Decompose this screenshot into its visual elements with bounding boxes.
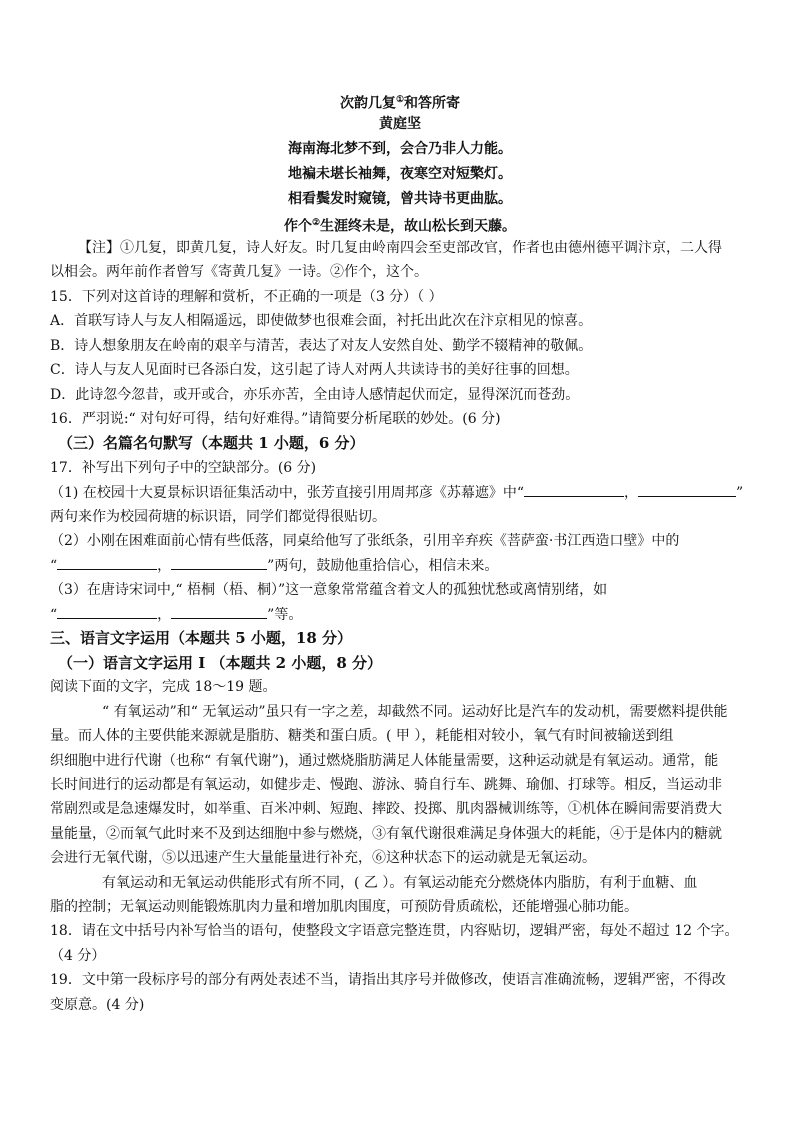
- part-3-heading: 三、语言文字运用（本题共 5 小题，18 分）: [50, 629, 352, 647]
- poem-title-footnote-mark: ①: [395, 95, 405, 105]
- q17-part-3-line-2: [50, 604, 302, 625]
- poem-line-4-text: 作个: [283, 218, 312, 235]
- passage-intro: 阅读下面的文字，完成 18～19 题。: [50, 679, 277, 695]
- q15-option-c: C．诗人与友人见面时已各添白发，这引起了诗人对两人共读诗书的美好往事的回想。: [50, 362, 579, 378]
- q17-blank-2[interactable]: [638, 482, 736, 497]
- passage-line-8: 有氧运动和无氧运动供能形式有所不同，( 乙 ）。有氧运动能充分燃烧体内脂肪，有利于血糖、血: [102, 875, 698, 891]
- poem-title-text: 次韵几复: [339, 95, 396, 112]
- passage-line-2: 量。而人体的主要供能来源就是脂肪、糖类和蛋白质。( 甲 ），耗能相对较小，氧气有时间被输送到组: [50, 728, 674, 744]
- poem-line-4-footnote-mark: ②: [311, 218, 321, 228]
- q17-blank-4[interactable]: [171, 555, 267, 570]
- q17-part-3-start: “: [50, 607, 58, 623]
- passage-line-4: 长时间进行的运动都是有氧运动，如健步走、慢跑、游泳、骑自行车、跳舞、瑜伽、打球等。相反，当运动非: [50, 777, 722, 793]
- poem-note-line-2: 以相会。两年前作者曾写《寄黄几复》一诗。②作个，这个。: [50, 264, 428, 280]
- poem-title: [0, 90, 800, 114]
- q18-line-2: （4 分）: [50, 948, 106, 964]
- q17-blank-5[interactable]: [57, 604, 157, 619]
- section-3-3-heading: （三）名篇名句默写（本题共 1 小题，6 分）: [58, 434, 365, 452]
- part-3-1-heading: （一）语言文字运用 I （本题共 2 小题，8 分）: [58, 654, 383, 672]
- q18-line-1: 18．请在文中括号内补写恰当的语句，使整段文字语意完整连贯，内容贴切，逻辑严密，每处不超过 12 个字。: [50, 923, 739, 939]
- q17-part-2: （2）小刚在困难面前心情有些低落，同桌给他写了张纸条，引用辛弃疾《菩萨蛮·书江西造口壁》中的: [50, 533, 680, 549]
- q15-stem: 15．下列对这首诗的理解和赏析，不正确的一项是（3 分）（ ）: [50, 289, 443, 305]
- poem-line-1: 海南海北梦不到，会合乃非人力能。: [288, 141, 512, 157]
- q17-blank-6[interactable]: [171, 604, 267, 619]
- poem-line-3: 相看鬓发时窥镜，曾共诗书更曲肱。: [288, 191, 512, 207]
- passage-line-5: 常剧烈或是急速爆发时，如举重、百米冲刺、短跑、摔跤、投掷、肌肉器械训练等，①机体在瞬间需要消费大: [50, 801, 722, 817]
- q17-part-2-line-2: [50, 555, 498, 576]
- q17-part-2-start: “: [50, 558, 58, 574]
- q15-option-d: D．此诗忽今忽昔，或开或合，亦乐亦苦，全由诗人感情起伏而定，显得深沉而苍劲。: [50, 387, 580, 403]
- q17-part-2-sep: ，: [157, 558, 172, 574]
- q17-part-2-end: ”两句，鼓励他重拾信心，相信未来。: [267, 558, 499, 574]
- q17-part-3-end: ”等。: [267, 607, 303, 623]
- q17-part-1-line-2: 两句来作为校园荷塘的标识语，同学们都觉得很贴切。: [50, 509, 386, 525]
- passage-line-6: 量能量，②而氧气此时来不及到达细胞中参与燃烧，③有氧代谢很难满足身体强大的耗能，④于是体内的糖就: [50, 826, 722, 842]
- q17-blank-3[interactable]: [57, 555, 157, 570]
- q19-line-2: 变原意。(4 分): [50, 997, 145, 1013]
- q15-option-b: B．诗人想象朋友在岭南的艰辛与清苦，表达了对友人安然自处、勤学不辍精神的敬佩。: [50, 338, 593, 354]
- q17-part-1-sep: ，: [623, 485, 638, 501]
- q15-option-a: A．首联写诗人与友人相隔遥远，即使做梦也很难会面，衬托出此次在汴京相见的惊喜。: [50, 313, 593, 329]
- passage-line-1: “ 有氧运动”和“ 无氧运动”虽只有一字之差，却截然不同。运动好比是汽车的发动机，需要燃料提供能: [102, 704, 728, 720]
- q17-part-1-end: ”: [735, 485, 744, 501]
- q17-stem: 17．补写出下列句子中的空缺部分。(6 分): [50, 460, 317, 476]
- q19-line-1: 19．文中第一段标序号的部分有两处表述不当，请指出其序号并做修改，使语言准确流畅，逻辑严密，不得改: [50, 972, 726, 988]
- q16-text: 16．严羽说:“ 对句好可得，结句好难得。”请简要分析尾联的妙处。(6 分): [50, 411, 501, 427]
- q17-part-3-sep: ，: [157, 607, 172, 623]
- passage-line-7: 会进行无氧代谢，⑤以迅速产生大量能量进行补充，⑥这种状态下的运动就是无氧运动。: [50, 850, 596, 866]
- poem-title-text-2: 和答所寄: [404, 95, 461, 112]
- poem-line-2: 地褊未堪长袖舞，夜寒空对短檠灯。: [288, 166, 512, 182]
- poem-author: 黄庭坚: [379, 116, 421, 132]
- poem-line-4-text-2: 生涯终未是，故山松长到天藤。: [320, 218, 517, 235]
- poem-line-4: [0, 213, 800, 237]
- q17-part-1-text: （1) 在校园十大夏景标识语征集活动中，张芳直接引用周邦彦《苏幕遮》中“: [50, 485, 524, 501]
- poem-note-line-1: 【注】①几复，即黄几复，诗人好友。时几复由岭南四会至吏部改官，作者也由德州德平调汴京，二人得: [78, 240, 722, 256]
- q17-part-3: （3）在唐诗宋词中,“ 梧桐（梧、桐）”这一意象常常蕴含着文人的孤独忧愁或离情别绪，如: [50, 582, 608, 598]
- passage-line-3: 织细胞中进行代谢（也称“ 有氧代谢”)，通过燃烧脂肪满足人体能量需要，这种运动就是有氧运动。通常，能: [50, 753, 719, 769]
- q17-blank-1[interactable]: [524, 482, 624, 497]
- passage-line-9: 脂的控制；无氧运动则能锻炼肌肉力量和增加肌肉围度，可预防骨质疏松，还能增强心肺功能。: [50, 899, 638, 915]
- q17-part-1: [50, 482, 743, 503]
